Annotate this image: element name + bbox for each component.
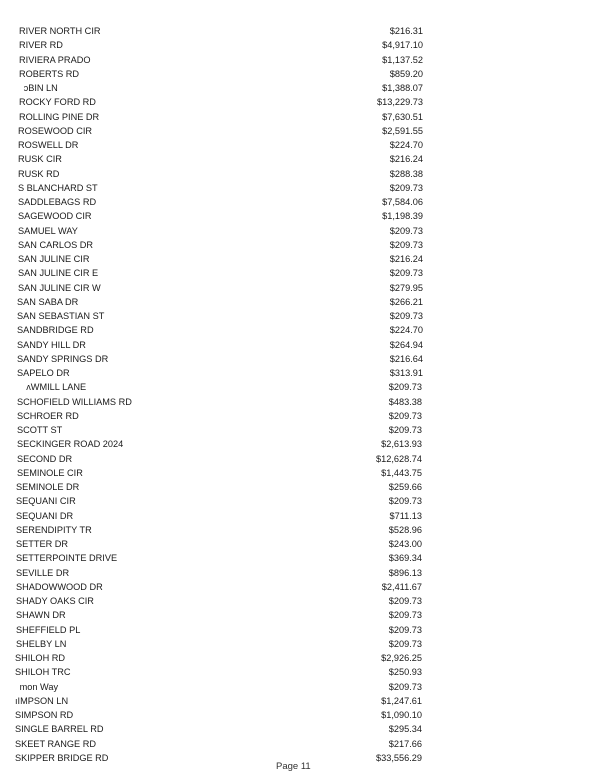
street-name: SANDBRIDGE RD (17, 325, 94, 336)
list-item (0, 509, 600, 523)
street-name: SHEFFIELD PL (16, 624, 81, 635)
amount-value: $1,090.10 (381, 710, 422, 720)
list-item (0, 594, 600, 608)
amount-value: $209.73 (388, 496, 422, 507)
street-name: SCOTT ST (17, 425, 63, 435)
list-item (0, 24, 600, 38)
amount-value: $1,198.39 (382, 211, 423, 222)
list-item (0, 523, 600, 537)
list-item (0, 608, 600, 622)
street-name: SHAWN DR (16, 610, 66, 621)
list-item (0, 252, 600, 266)
list-item (0, 366, 600, 380)
street-name: SAMUEL WAY (18, 225, 78, 236)
amount-value: $1,247.61 (381, 695, 422, 706)
amount-value: $288.38 (389, 168, 423, 179)
street-name: SEMINOLE CIR (17, 467, 83, 478)
amount-value: $209.73 (388, 425, 422, 435)
list-item (0, 395, 600, 409)
street-name: mon Way (15, 681, 59, 692)
street-name: RUSK CIR (18, 154, 62, 165)
list-item (0, 309, 600, 323)
street-name: SECOND DR (17, 453, 73, 464)
list-item (0, 708, 600, 722)
amount-value: $209.73 (389, 182, 423, 193)
list-item (0, 637, 600, 651)
amount-value: $209.73 (389, 268, 423, 279)
street-name: RUSK RD (18, 168, 60, 179)
amount-value: $1,137.52 (382, 54, 423, 65)
street-name: SANDY SPRINGS DR (17, 353, 109, 364)
street-name: SAN SABA DR (17, 296, 79, 307)
list-item (0, 281, 600, 295)
list-item (0, 423, 600, 437)
list-item (0, 452, 600, 466)
page-number: Page 11 (276, 761, 311, 772)
amount-value: $2,613.93 (381, 439, 422, 450)
street-name: SAN JULINE CIR E (18, 268, 99, 279)
street-name: ROSEWOOD CIR (18, 125, 93, 136)
list-item (0, 566, 600, 580)
amount-value: $217.66 (388, 738, 422, 749)
street-name: ɔBIN LN (19, 83, 58, 93)
amount-value: $216.24 (389, 254, 423, 264)
street-name: SCHROER RD (17, 410, 79, 421)
list-item (0, 195, 600, 209)
list-item (0, 209, 600, 223)
amount-value: $528.96 (388, 524, 422, 535)
amount-value: $1,443.75 (381, 467, 422, 478)
street-name: SAN JULINE CIR W (18, 282, 101, 293)
list-item (0, 138, 600, 152)
street-name: SIMPSON RD (15, 710, 74, 720)
list-item (0, 722, 600, 736)
amount-value: $250.93 (388, 667, 422, 678)
list-item (0, 537, 600, 551)
amount-value: $266.21 (389, 296, 423, 307)
amount-value: $33,556.29 (376, 752, 422, 763)
street-name: ROBERTS RD (19, 68, 80, 79)
list-item (0, 737, 600, 751)
street-name: SAPELO DR (17, 368, 70, 378)
street-name: SINGLE BARREL RD (15, 724, 104, 735)
list-item (0, 323, 600, 337)
street-name: ROSWELL DR (18, 140, 79, 150)
amount-value: $209.73 (388, 681, 422, 692)
amount-value: $259.66 (388, 482, 422, 492)
list-item (0, 466, 600, 480)
list-item (0, 53, 600, 67)
amount-value: $295.34 (388, 724, 422, 735)
list-item (0, 224, 600, 238)
street-name: SAGEWOOD CIR (18, 211, 92, 222)
amount-value: $209.73 (389, 225, 423, 236)
street-name: SHILOH TRC (15, 667, 71, 678)
street-name: SKIPPER BRIDGE RD (15, 752, 109, 763)
amount-value: $483.38 (388, 396, 422, 407)
amount-value: $2,591.55 (382, 125, 423, 136)
list-item (0, 352, 600, 366)
street-name: SANDY HILL DR (17, 339, 86, 350)
amount-value: $7,630.51 (382, 111, 423, 122)
amount-value: $264.94 (389, 339, 423, 350)
list-item (0, 380, 600, 394)
amount-value: $209.73 (389, 311, 423, 321)
amount-value: $209.73 (388, 596, 422, 606)
list-item (0, 110, 600, 124)
amount-value: $13,229.73 (377, 97, 423, 108)
amount-value: $216.31 (389, 26, 423, 36)
street-name: SEVILLE DR (16, 567, 70, 578)
list-item (0, 152, 600, 166)
amount-value: $859.20 (389, 68, 423, 79)
street-name: SHELBY LN (16, 638, 67, 649)
list-item (0, 623, 600, 637)
street-name: ROLLING PINE DR (19, 111, 100, 122)
amount-value: $313.91 (389, 368, 423, 378)
amount-value: $209.73 (388, 610, 422, 621)
list-item (0, 437, 600, 451)
street-name: SETTER DR (16, 539, 69, 549)
amount-value: $216.24 (389, 154, 423, 165)
street-name: SAN SEBASTIAN ST (17, 311, 105, 321)
amount-value: $209.73 (388, 624, 422, 635)
street-name: SADDLEBAGS RD (18, 197, 97, 207)
list-item (0, 409, 600, 423)
street-name: S BLANCHARD ST (18, 182, 98, 193)
amount-value: $2,926.25 (381, 653, 422, 663)
street-name: RIVER RD (19, 40, 63, 51)
list-item (0, 580, 600, 594)
list-item (0, 266, 600, 280)
street-name: SHADOWWOOD DR (16, 581, 103, 592)
amount-value: $224.70 (389, 325, 423, 336)
street-name: SAN JULINE CIR (18, 254, 90, 264)
amount-value: $12,628.74 (376, 453, 422, 464)
amount-value: $1,388.07 (382, 83, 423, 93)
amount-value: $209.73 (388, 382, 422, 393)
street-name: ʌWMILL LANE (17, 382, 87, 393)
list-item (0, 651, 600, 665)
list-item (0, 81, 600, 95)
amount-value: $896.13 (388, 567, 422, 578)
list-item (0, 167, 600, 181)
list-item (0, 295, 600, 309)
amount-value: $2,411.67 (381, 581, 422, 592)
street-name: ROCKY FORD RD (19, 97, 96, 108)
list-item (0, 480, 600, 494)
amount-value: $711.13 (389, 510, 422, 521)
amount-value: $369.34 (388, 553, 422, 564)
list-item (0, 694, 600, 708)
street-name: SEMINOLE DR (16, 482, 80, 492)
amount-value: $4,917.10 (382, 40, 423, 51)
street-name: SEQUANI DR (16, 510, 74, 521)
amount-value: $279.95 (389, 282, 423, 293)
street-name: SHADY OAKS CIR (16, 596, 94, 606)
list-item (0, 181, 600, 195)
list-item (0, 95, 600, 109)
street-name: SHILOH RD (15, 653, 66, 663)
amount-value: $216.64 (389, 353, 423, 364)
street-name: ıIMPSON LN (15, 695, 69, 706)
list-item (0, 680, 600, 694)
street-name: RIVIERA PRADO (19, 54, 91, 65)
list-item (0, 338, 600, 352)
list-item (0, 494, 600, 508)
amount-value: $209.73 (388, 638, 422, 649)
street-name: SETTERPOINTE DRIVE (16, 553, 118, 564)
list-item (0, 238, 600, 252)
amount-value: $209.73 (389, 239, 423, 250)
amount-value: $243.00 (388, 539, 422, 549)
list-item (0, 67, 600, 81)
list-item (0, 38, 600, 52)
street-name: SERENDIPITY TR (16, 524, 92, 535)
street-amount-list (0, 24, 600, 765)
amount-value: $7,584.06 (382, 197, 423, 207)
list-item (0, 551, 600, 565)
amount-value: $224.70 (389, 140, 423, 150)
street-name: SCHOFIELD WILLIAMS RD (17, 396, 132, 407)
list-item (0, 665, 600, 679)
street-name: SEQUANI CIR (16, 496, 76, 507)
street-name: SAN CARLOS DR (18, 239, 94, 250)
street-name: SKEET RANGE RD (15, 738, 97, 749)
street-name: SECKINGER ROAD 2024 (17, 439, 124, 450)
amount-value: $209.73 (388, 410, 422, 421)
street-name: RIVER NORTH CIR (19, 26, 101, 36)
list-item (0, 124, 600, 138)
